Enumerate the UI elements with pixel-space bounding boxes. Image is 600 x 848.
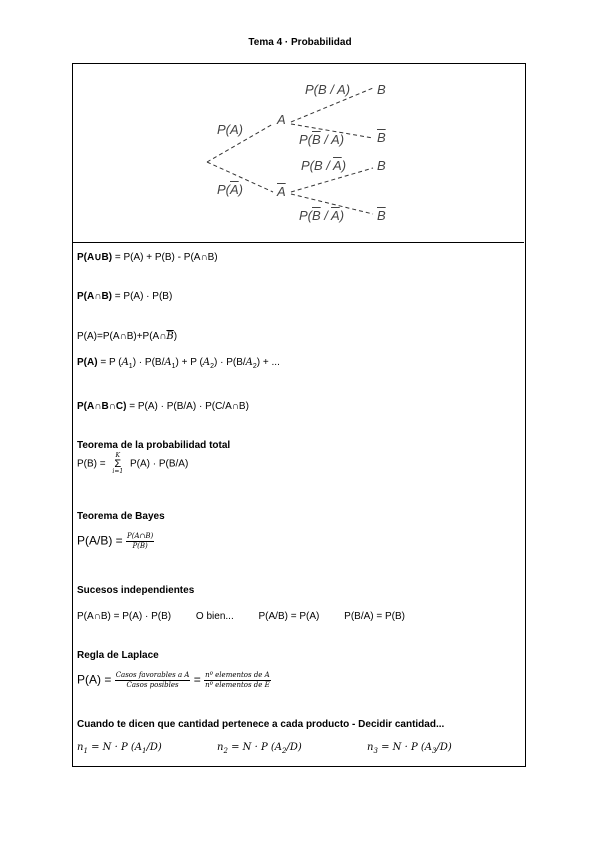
- total-end: ) + ...: [256, 357, 280, 368]
- label-p-notb-given-nota: $P(\overline{B} / \overline{A})$: [299, 208, 345, 223]
- leaf-b-2: B: [377, 158, 386, 173]
- total-sub2: 2: [210, 363, 214, 370]
- formula-n3: $n_3 = N \cdot P$ $(A_3/D)$: [367, 742, 452, 755]
- formula-union-label: P(A∪B): [77, 252, 113, 263]
- laplace-num2: nº elementos de A: [205, 671, 270, 679]
- formula-indep: [77, 611, 405, 622]
- total-a2b: A: [245, 357, 253, 368]
- formula-union: [77, 252, 218, 263]
- label-p-a: P(A): [217, 122, 243, 137]
- total-sub1b: 1: [171, 363, 176, 370]
- laplace-den2: nº elementos de E: [205, 681, 270, 689]
- node-a: A: [277, 112, 286, 127]
- formula-bayes: [77, 532, 154, 551]
- total-prob-title: Teorema de la probabilidad total: [77, 440, 231, 451]
- laplace-eq: =: [190, 672, 205, 687]
- laplace-den1: Casos posibles: [126, 681, 179, 689]
- leaf-b-1: B: [377, 82, 386, 97]
- laplace-fraction-1: [115, 671, 191, 690]
- total-mid2: ) + P (: [175, 357, 203, 368]
- summation: [112, 452, 123, 476]
- bayes-lhs: P(A/B) =: [77, 533, 127, 548]
- partition-bar: $\overline{B}$: [166, 331, 174, 342]
- formula-total-sum: [77, 452, 188, 476]
- total-sub2b: 2: [252, 363, 257, 370]
- formula-triple: [77, 401, 249, 412]
- indep-1: P(A∩B) = P(A) · P(B): [77, 611, 172, 622]
- total-start: = P (: [97, 357, 122, 368]
- label-p-notb-given-a: $P(\overline{B} / A)$: [299, 132, 345, 147]
- formula-n2: $n_2 = N \cdot P$ $(A_2/D)$: [217, 742, 302, 755]
- quantity-title: Cuando te dicen que cantidad pertenece a cada producto - Decidir cantidad...: [77, 719, 445, 730]
- leaf-not-b-2: $\overline{B}$: [377, 208, 386, 223]
- formula-box: [72, 63, 526, 767]
- formula-union-rhs: = P(A) + P(B) - P(A∩B): [112, 252, 218, 263]
- formula-inter-label: P(A∩B): [77, 291, 112, 302]
- total-sub1: 1: [128, 363, 133, 370]
- total-pb: P(B) =: [77, 458, 109, 470]
- label-p-b-given-nota: $P(B / \overline{A})$: [301, 158, 347, 173]
- node-not-a: $\overline{A}$: [277, 184, 286, 199]
- indep-title: Sucesos independientes: [77, 585, 195, 596]
- probability-tree: [73, 64, 524, 243]
- page-title: Tema 4 · Probabilidad: [248, 37, 352, 48]
- laplace-fraction-2: [204, 671, 271, 690]
- sum-bottom: i=1: [112, 468, 124, 475]
- bayes-num: P(A∩B): [127, 532, 154, 540]
- indep-or: O bien...: [195, 611, 234, 622]
- formula-total-expansion: [77, 357, 280, 370]
- sum-top: K: [115, 452, 121, 459]
- total-a1b: A: [164, 357, 172, 368]
- sum-sign: Σ: [114, 458, 122, 470]
- laplace-title: Regla de Laplace: [77, 650, 159, 661]
- formula-laplace: [77, 671, 271, 690]
- formula-intersection: [77, 291, 172, 302]
- total-a1: A: [121, 357, 129, 368]
- label-p-not-a: $P(\overline{A})$: [217, 182, 244, 197]
- label-p-b-given-a: P(B / A): [305, 82, 351, 97]
- total-mid1: ) · P(B/: [132, 357, 165, 368]
- laplace-num1: Casos favorables a A: [115, 671, 190, 679]
- triple-label: P(A∩B∩C): [77, 401, 127, 412]
- label-p-not-a-event: $\overline{A}$: [230, 182, 239, 197]
- bayes-title: Teorema de Bayes: [77, 511, 165, 522]
- formula-partition: [77, 331, 177, 342]
- partition-text: P(A)=P(A∩B)+P(A∩: [77, 331, 167, 342]
- total-mid3: ) · P(B/: [213, 357, 246, 368]
- formula-inter-rhs: = P(A) · P(B): [112, 291, 173, 302]
- total-a2: A: [202, 357, 211, 368]
- indep-3: P(B/A) = P(B): [344, 611, 406, 622]
- leaf-not-b-1: $\overline{B}$: [377, 130, 386, 145]
- formula-n1: $n_1 = N \cdot P$ $(A_1/D)$: [77, 742, 162, 755]
- bayes-den: P(B): [132, 542, 148, 550]
- triple-rhs: = P(A) · P(B/A) · P(C/A∩B): [126, 401, 249, 412]
- total-sum-rhs: P(A) · P(B/A): [127, 458, 189, 470]
- indep-2: P(A/B) = P(A): [258, 611, 320, 622]
- partition-end: ): [173, 331, 178, 342]
- total-label: P(A): [77, 357, 98, 368]
- laplace-lhs: P(A) =: [77, 672, 115, 687]
- bayes-fraction: [126, 532, 154, 551]
